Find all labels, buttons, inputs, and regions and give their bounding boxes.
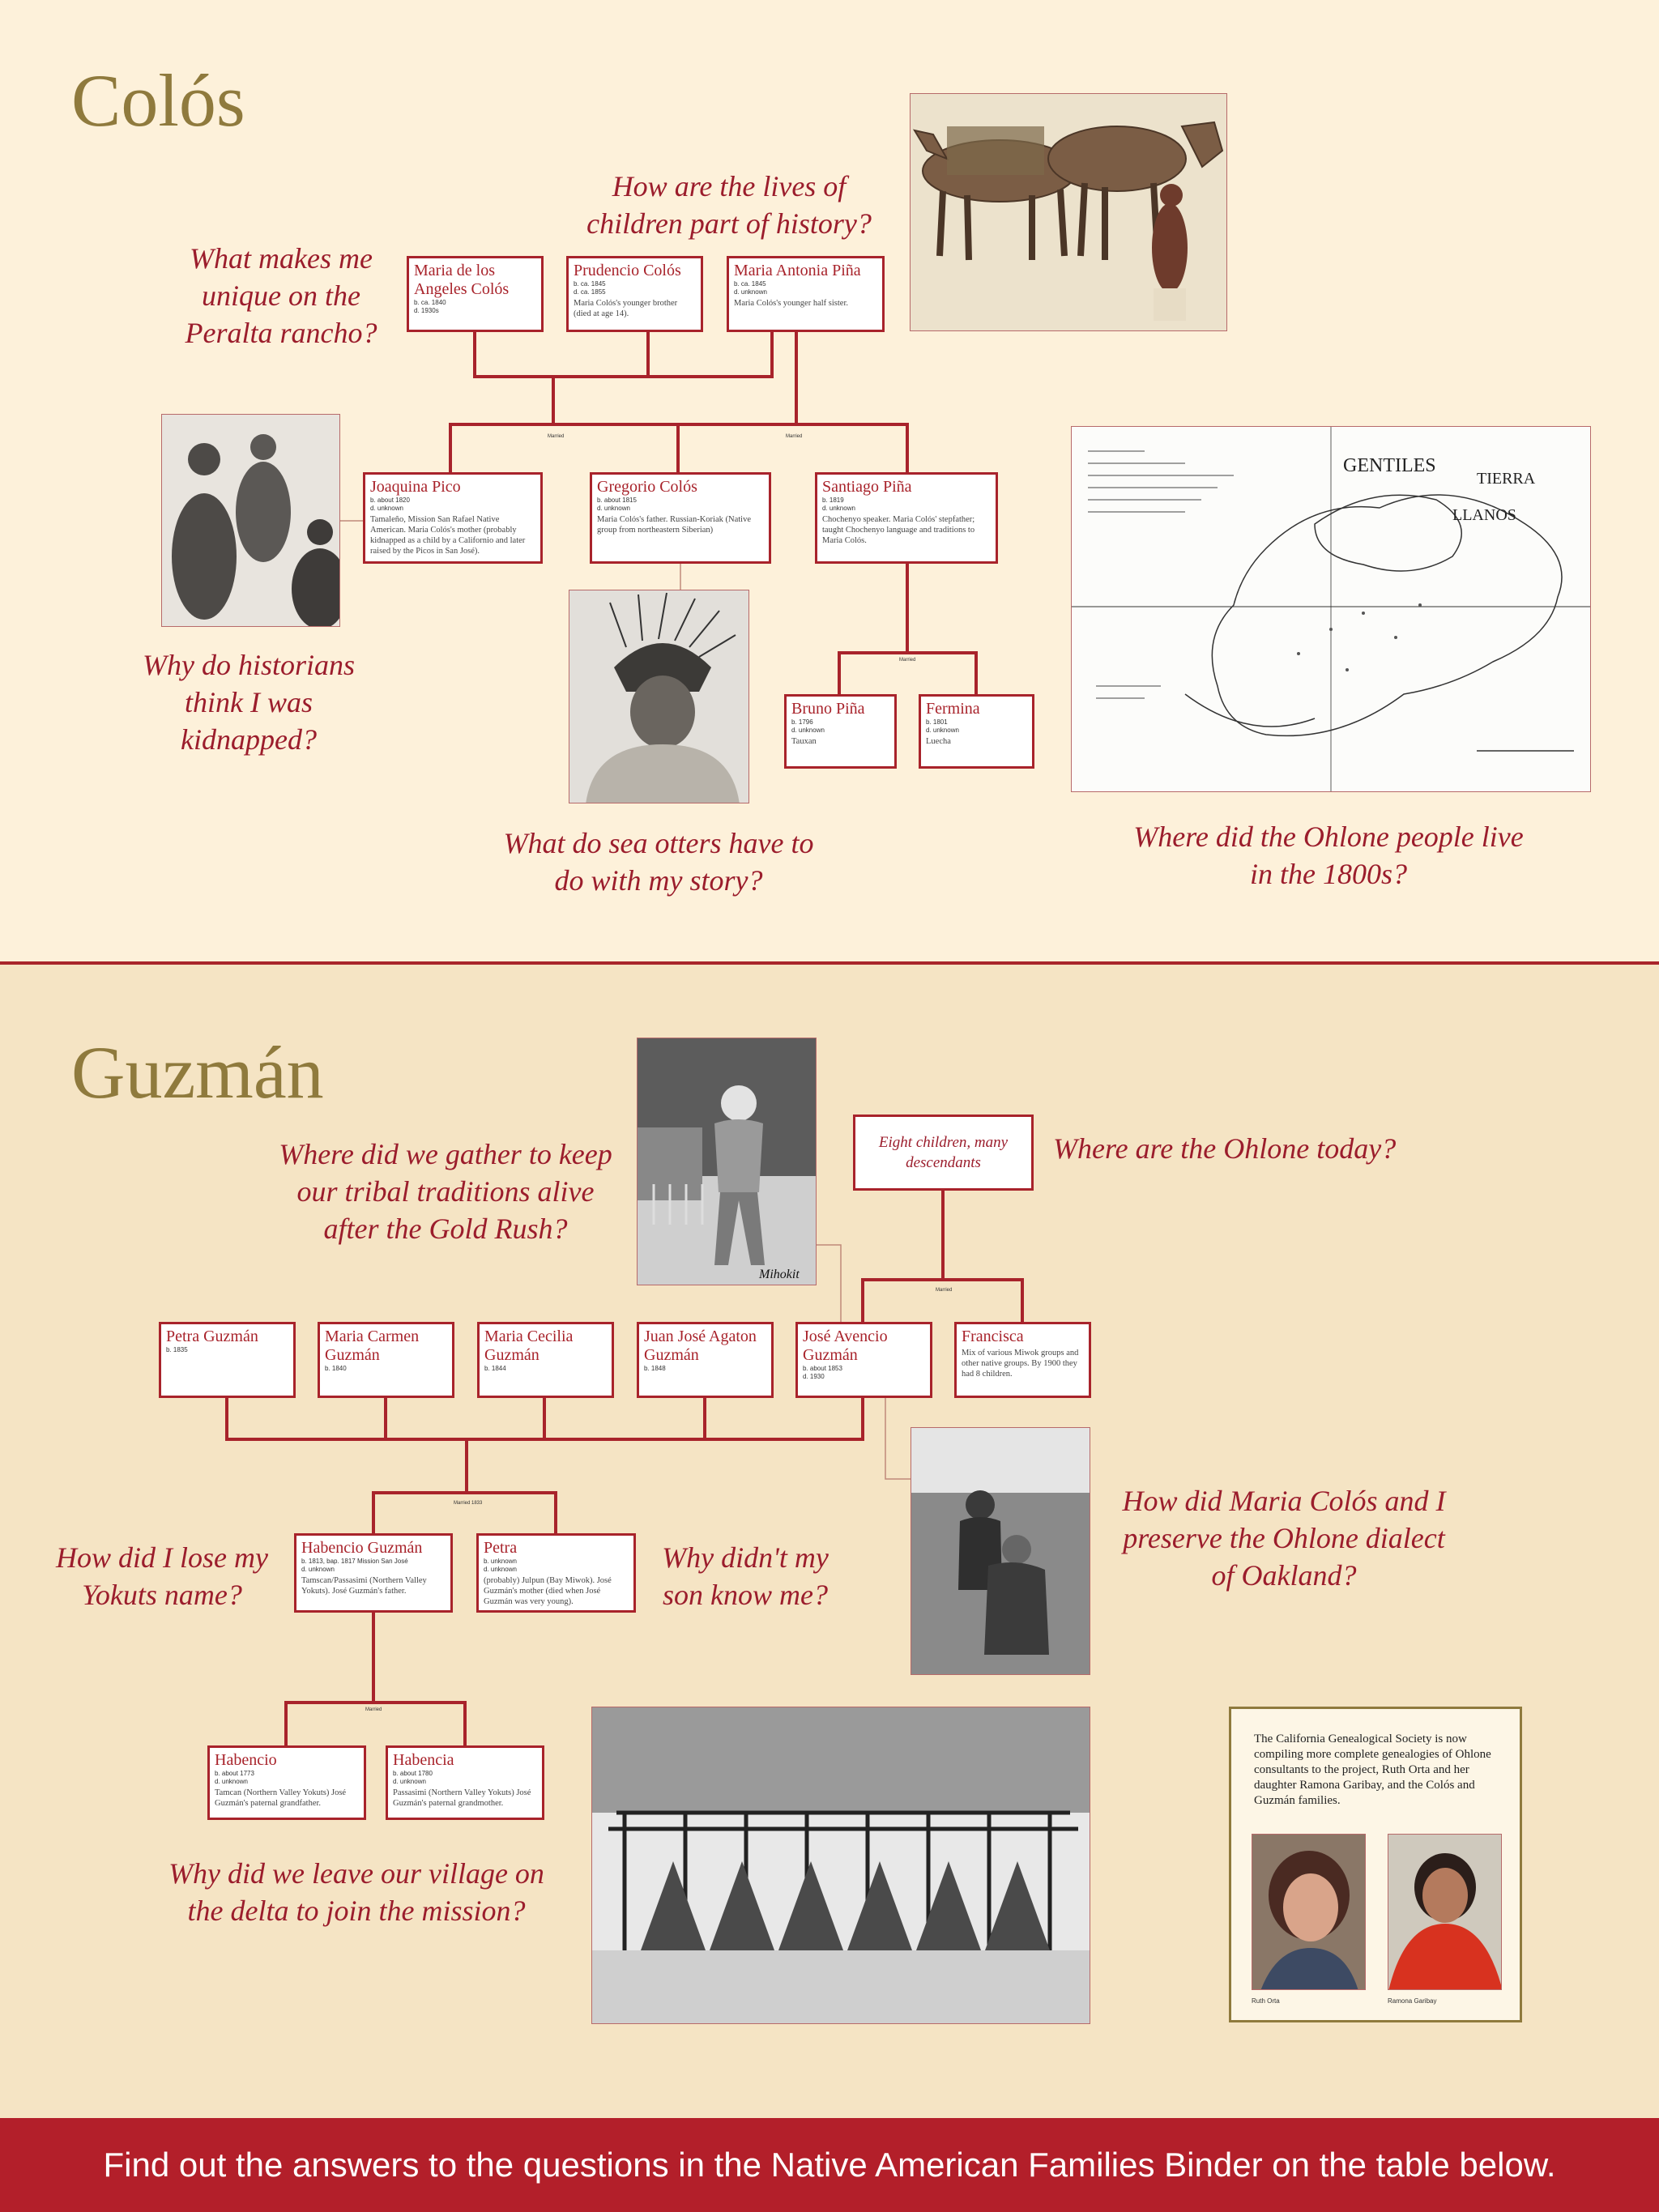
question-ohlone-1800s: Where did the Ohlone people live in the 1800s?	[1133, 820, 1524, 890]
person-name: Habencio	[215, 1751, 277, 1769]
person-name: Juan José Agaton Guzmán	[644, 1328, 757, 1364]
person-card-gregorio-colos[interactable]: Gregorio Colós b. about 1815 d. unknown Maria Colós's father. Russian-Koriak (Native group from northeastern Siberian)	[590, 472, 771, 564]
person-name: Habencio Guzmán	[301, 1539, 423, 1557]
person-card-maria-cecilia-guzman[interactable]: Maria Cecilia Guzmán b. 1844	[477, 1322, 614, 1398]
question-yokuts-name: How did I lose my Yokuts name?	[56, 1541, 268, 1611]
person-card-maria-de-los-angeles[interactable]: Maria de los Angeles Colós b. ca. 1840 d. 1930s	[407, 256, 544, 332]
person-name: Joaquina Pico	[370, 478, 461, 496]
footer-banner	[0, 2118, 1659, 2212]
married-label: Married	[365, 1707, 382, 1712]
person-card-bruno-pina[interactable]: Bruno Piña b. 1796 d. unknown Tauxan	[784, 694, 897, 769]
descendants-box[interactable]	[853, 1115, 1034, 1191]
person-name: Petra	[484, 1539, 518, 1557]
person-name: Gregorio Colós	[597, 478, 697, 496]
mules-and-child-illustration	[910, 93, 1227, 331]
person-name: Francisca	[962, 1328, 1024, 1345]
historical-map-ohlone	[1071, 426, 1591, 792]
question-ohlone-today: Where are the Ohlone today?	[1053, 1132, 1397, 1165]
question-gold-rush: Where did we gather to keep our tribal traditions alive after the Gold Rush?	[279, 1138, 612, 1245]
person-card-juan-jose-agaton-guzman[interactable]: Juan José Agaton Guzmán b. 1848	[637, 1322, 774, 1398]
ramona-garibay-caption: Ramona Garibay	[1388, 1997, 1437, 2005]
person-name: Maria Cecilia Guzmán	[484, 1328, 574, 1364]
children-photo-sketch	[161, 414, 340, 627]
person-name: Habencia	[393, 1751, 454, 1769]
descendants-label: Eight children, many descendants	[878, 1134, 1009, 1171]
guzman-title: Guzmán	[71, 1031, 324, 1114]
person-card-habencio[interactable]: Habencio b. about 1773 d. unknown Tamcan (Northern Valley Yokuts) José Guzmán's paternal grandfather.	[207, 1745, 366, 1820]
person-card-petra[interactable]: Petra b. unknown d. unknown (probably) Julpun (Bay Miwok). José Guzmán's mother (died when José Guzmán was very young).	[476, 1533, 636, 1613]
person-card-joaquina-pico[interactable]: Joaquina Pico b. about 1820 d. unknown Tamaleño, Mission San Rafael Native American. Maria Colós's mother (probably kidnapped as a child by a Californio and later raised by the Picos in San José).	[363, 472, 543, 564]
person-name: Prudencio Colós	[574, 262, 681, 279]
person-card-habencia[interactable]: Habencia b. about 1780 d. unknown Passasimi (Northern Valley Yokuts) José Guzmán's paternal grandmother.	[386, 1745, 544, 1820]
person-card-maria-carmen-guzman[interactable]: Maria Carmen Guzmán b. 1840	[318, 1322, 454, 1398]
person-name: Fermina	[926, 700, 980, 718]
person-name: Petra Guzmán	[166, 1328, 258, 1345]
person-name: Maria de los Angeles Colós	[414, 262, 510, 298]
genealogical-society-note	[1229, 1707, 1522, 2022]
jose-guzman-standing-photo	[637, 1038, 817, 1285]
question-children-history: How are the lives of children part of history?	[586, 170, 872, 240]
person-card-santiago-pina[interactable]: Santiago Piña b. 1819 d. unknown Chochenyo speaker. Maria Colós' stepfather; taught Chochenyo language and traditions to Maria Colós.	[815, 472, 998, 564]
married-label: Married	[936, 1288, 953, 1293]
person-name: Maria Carmen Guzmán	[325, 1328, 420, 1364]
married-label: Married	[899, 658, 916, 663]
married-label: Married 1833	[454, 1501, 483, 1506]
person-card-prudencio-colos[interactable]: Prudencio Colós b. ca. 1845 d. ca. 1855 Maria Colós's younger brother (died at age 14).	[566, 256, 703, 332]
person-name: José Avencio Guzmán	[803, 1328, 888, 1364]
society-note-text: The California Genealogical Society is now compiling more complete genealogies of Ohlone consultants to the project, Ruth Orta and her daughter Ramona Garibay, and the Colós and Guzmán families.	[1254, 1733, 1491, 1807]
mission-village-engraving	[591, 1707, 1090, 2024]
ruth-orta-photo	[1252, 1834, 1366, 1990]
question-preserve-dialect: How did Maria Colós and I preserve the Ohlone dialect of Oakland?	[1122, 1485, 1446, 1592]
ramona-garibay-photo	[1388, 1834, 1502, 1990]
photo-signature: Mihokit	[759, 1268, 800, 1281]
person-name: Santiago Piña	[822, 478, 912, 496]
question-sea-otters: What do sea otters have to do with my story?	[503, 827, 814, 897]
siberian-man-portrait	[569, 590, 749, 803]
question-leave-village: Why did we leave our village on the delta to join the mission?	[168, 1857, 544, 1927]
married-label: Married	[786, 434, 803, 439]
map-label-llanos: LLANOS	[1452, 506, 1516, 524]
person-card-maria-antonia-pina[interactable]: Maria Antonia Piña b. ca. 1845 d. unknown Maria Colós's younger half sister.	[727, 256, 885, 332]
map-label-gentiles: GENTILES	[1343, 455, 1436, 476]
question-unique-peralta: What makes me unique on the Peralta rancho?	[185, 242, 377, 349]
footer-text: Find out the answers to the questions in the Native American Families Binder on the table below.	[103, 2146, 1556, 2184]
question-kidnapped: Why do historians think I was kidnapped?	[142, 649, 355, 756]
maria-and-jose-photo	[911, 1427, 1090, 1675]
person-card-francisca[interactable]: Francisca Mix of various Miwok groups and other native groups. By 1900 they had 8 children.	[954, 1322, 1091, 1398]
map-label-tierra: TIERRA	[1477, 470, 1536, 488]
married-label: Married	[548, 434, 565, 439]
question-son-know-me: Why didn't my son know me?	[662, 1541, 829, 1611]
person-card-habencio-guzman[interactable]: Habencio Guzmán b. 1813, bap. 1817 Mission San José d. unknown Tamscan/Passasimi (Northern Valley Yokuts). José Guzmán's father.	[294, 1533, 453, 1613]
person-card-petra-guzman[interactable]: Petra Guzmán b. 1835	[159, 1322, 296, 1398]
person-name: Bruno Piña	[791, 700, 865, 718]
ruth-orta-caption: Ruth Orta	[1252, 1997, 1280, 2005]
colos-title: Colós	[71, 59, 245, 142]
person-name: Maria Antonia Piña	[734, 262, 861, 279]
person-card-fermina[interactable]: Fermina b. 1801 d. unknown Luecha	[919, 694, 1034, 769]
person-card-jose-avencio-guzman[interactable]: José Avencio Guzmán b. about 1853 d. 1930	[795, 1322, 932, 1398]
